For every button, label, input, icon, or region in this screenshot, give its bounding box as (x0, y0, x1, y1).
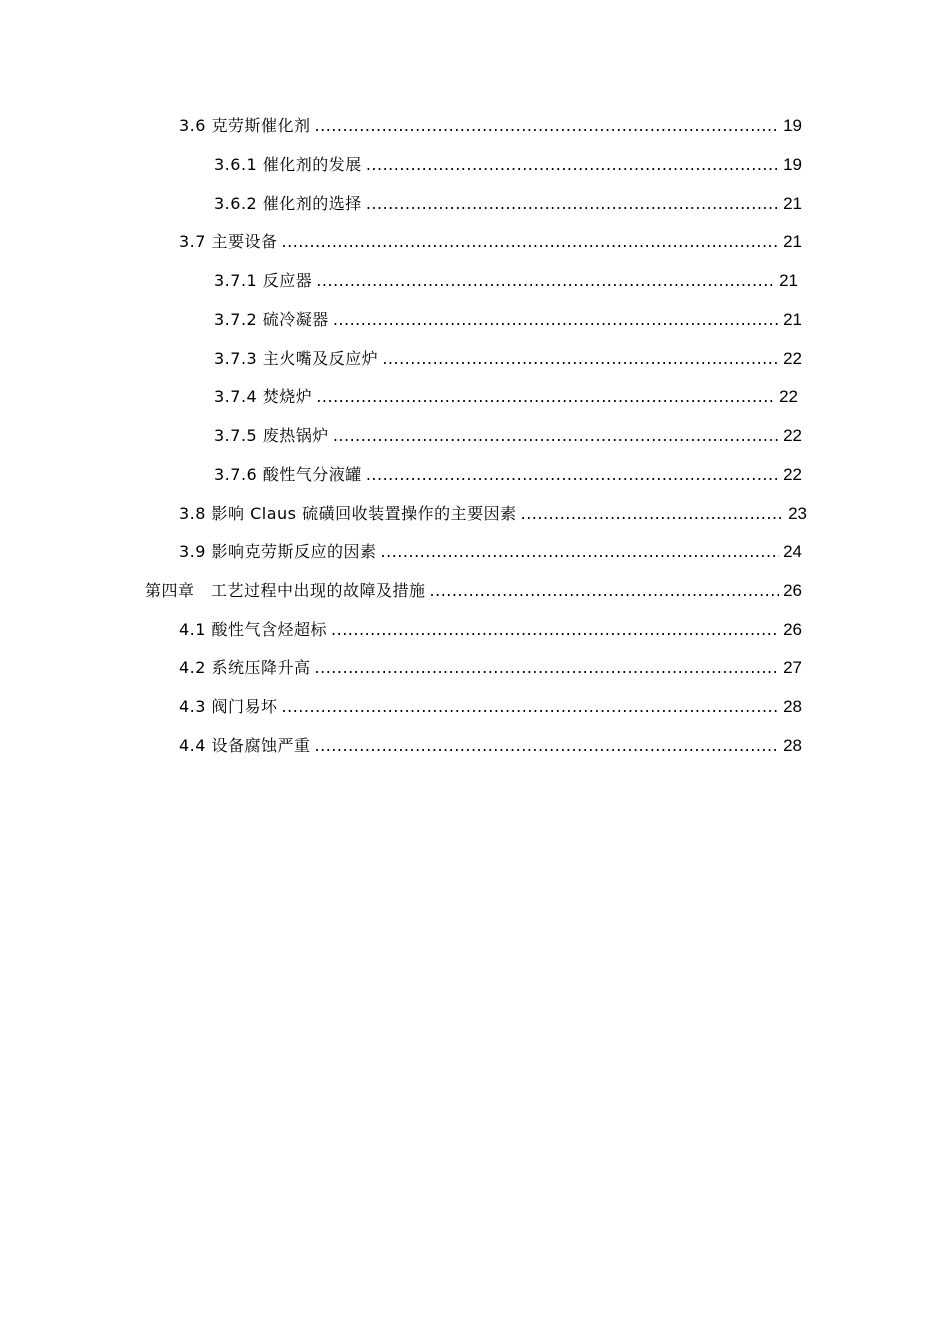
toc-entry-3-7-5[interactable] (214, 421, 802, 451)
toc-entry-label: 3.7.5 废热锅炉 (214, 426, 329, 445)
toc-entry-label: 3.7.2 硫冷凝器 (214, 310, 329, 329)
toc-page-number: 23 (788, 504, 807, 523)
toc-entry-label: 3.6.2 催化剂的选择 (214, 194, 362, 213)
toc-page-number: 22 (783, 426, 802, 445)
toc-entry-3-7[interactable] (179, 227, 802, 257)
toc-entry-label: 3.6 克劳斯催化剂 (179, 116, 311, 135)
toc-page-number: 22 (779, 387, 798, 406)
toc-dot-leader (315, 653, 780, 683)
toc-dot-leader (366, 460, 779, 490)
toc-entry-label: 3.9 影响克劳斯反应的因素 (179, 542, 377, 561)
toc-page-number: 21 (783, 310, 802, 329)
toc-entry-3-8[interactable] (179, 499, 807, 529)
toc-entry-label: 4.1 酸性气含烃超标 (179, 620, 328, 639)
toc-page-number: 21 (783, 232, 802, 251)
toc-dot-leader (333, 305, 779, 335)
toc-page-number: 26 (783, 581, 802, 600)
toc-dot-leader (430, 576, 780, 606)
toc-dot-leader (282, 227, 780, 257)
toc-entry-label: 3.7.1 反应器 (214, 271, 313, 290)
toc-page-number: 26 (783, 620, 802, 639)
toc-dot-leader (316, 266, 775, 296)
toc-entry-3-7-2[interactable] (214, 305, 802, 335)
toc-dot-leader (366, 189, 779, 219)
toc-dot-leader (315, 111, 780, 141)
toc-entry-label: 3.7.4 焚烧炉 (214, 387, 313, 406)
toc-dot-leader (315, 731, 780, 761)
toc-entry-3-7-3[interactable] (214, 344, 802, 374)
toc-page-number: 21 (783, 194, 802, 213)
toc-entry-label: 第四章 工艺过程中出现的故障及措施 (145, 581, 426, 600)
toc-entry-3-6-1[interactable] (214, 150, 802, 180)
toc-entry-label: 3.7 主要设备 (179, 232, 278, 251)
toc-entry-3-7-1[interactable] (214, 266, 798, 296)
toc-dot-leader (366, 150, 779, 180)
toc-dot-leader (331, 615, 779, 645)
toc-entry-label: 3.6.1 催化剂的发展 (214, 155, 362, 174)
toc-page-number: 21 (779, 271, 798, 290)
toc-page-number: 24 (783, 542, 802, 561)
toc-dot-leader (382, 344, 779, 374)
toc-entry-label: 4.2 系统压降升高 (179, 658, 311, 677)
toc-dot-leader (316, 382, 775, 412)
toc-dot-leader (381, 537, 780, 567)
toc-dot-leader (333, 421, 779, 451)
toc-entry-4-3[interactable] (179, 692, 802, 722)
toc-entry-label: 3.7.6 酸性气分液罐 (214, 465, 362, 484)
toc-entry-label: 4.4 设备腐蚀严重 (179, 736, 311, 755)
toc-entry-3-6-2[interactable] (214, 189, 802, 219)
toc-page-number: 22 (783, 349, 802, 368)
toc-dot-leader (282, 692, 780, 722)
toc-entry-label: 3.8 影响 Claus 硫磺回收装置操作的主要因素 (179, 504, 517, 523)
toc-entry-chapter-4[interactable] (145, 576, 802, 606)
toc-entry-3-6[interactable] (179, 111, 802, 141)
toc-entry-4-1[interactable] (179, 615, 802, 645)
toc-entry-4-2[interactable] (179, 653, 802, 683)
toc-page-number: 27 (783, 658, 802, 677)
toc-entry-label: 3.7.3 主火嘴及反应炉 (214, 349, 379, 368)
toc-entry-3-7-4[interactable] (214, 382, 798, 412)
toc-entry-3-7-6[interactable] (214, 460, 802, 490)
toc-page-number: 22 (783, 465, 802, 484)
toc-page-number: 28 (783, 736, 802, 755)
toc-page-number: 19 (783, 155, 802, 174)
toc-entry-4-4[interactable] (179, 731, 802, 761)
toc-entry-3-9[interactable] (179, 537, 802, 567)
toc-entry-label: 4.3 阀门易坏 (179, 697, 278, 716)
toc-dot-leader (521, 499, 784, 529)
toc-page-number: 19 (783, 116, 802, 135)
toc-page-number: 28 (783, 697, 802, 716)
